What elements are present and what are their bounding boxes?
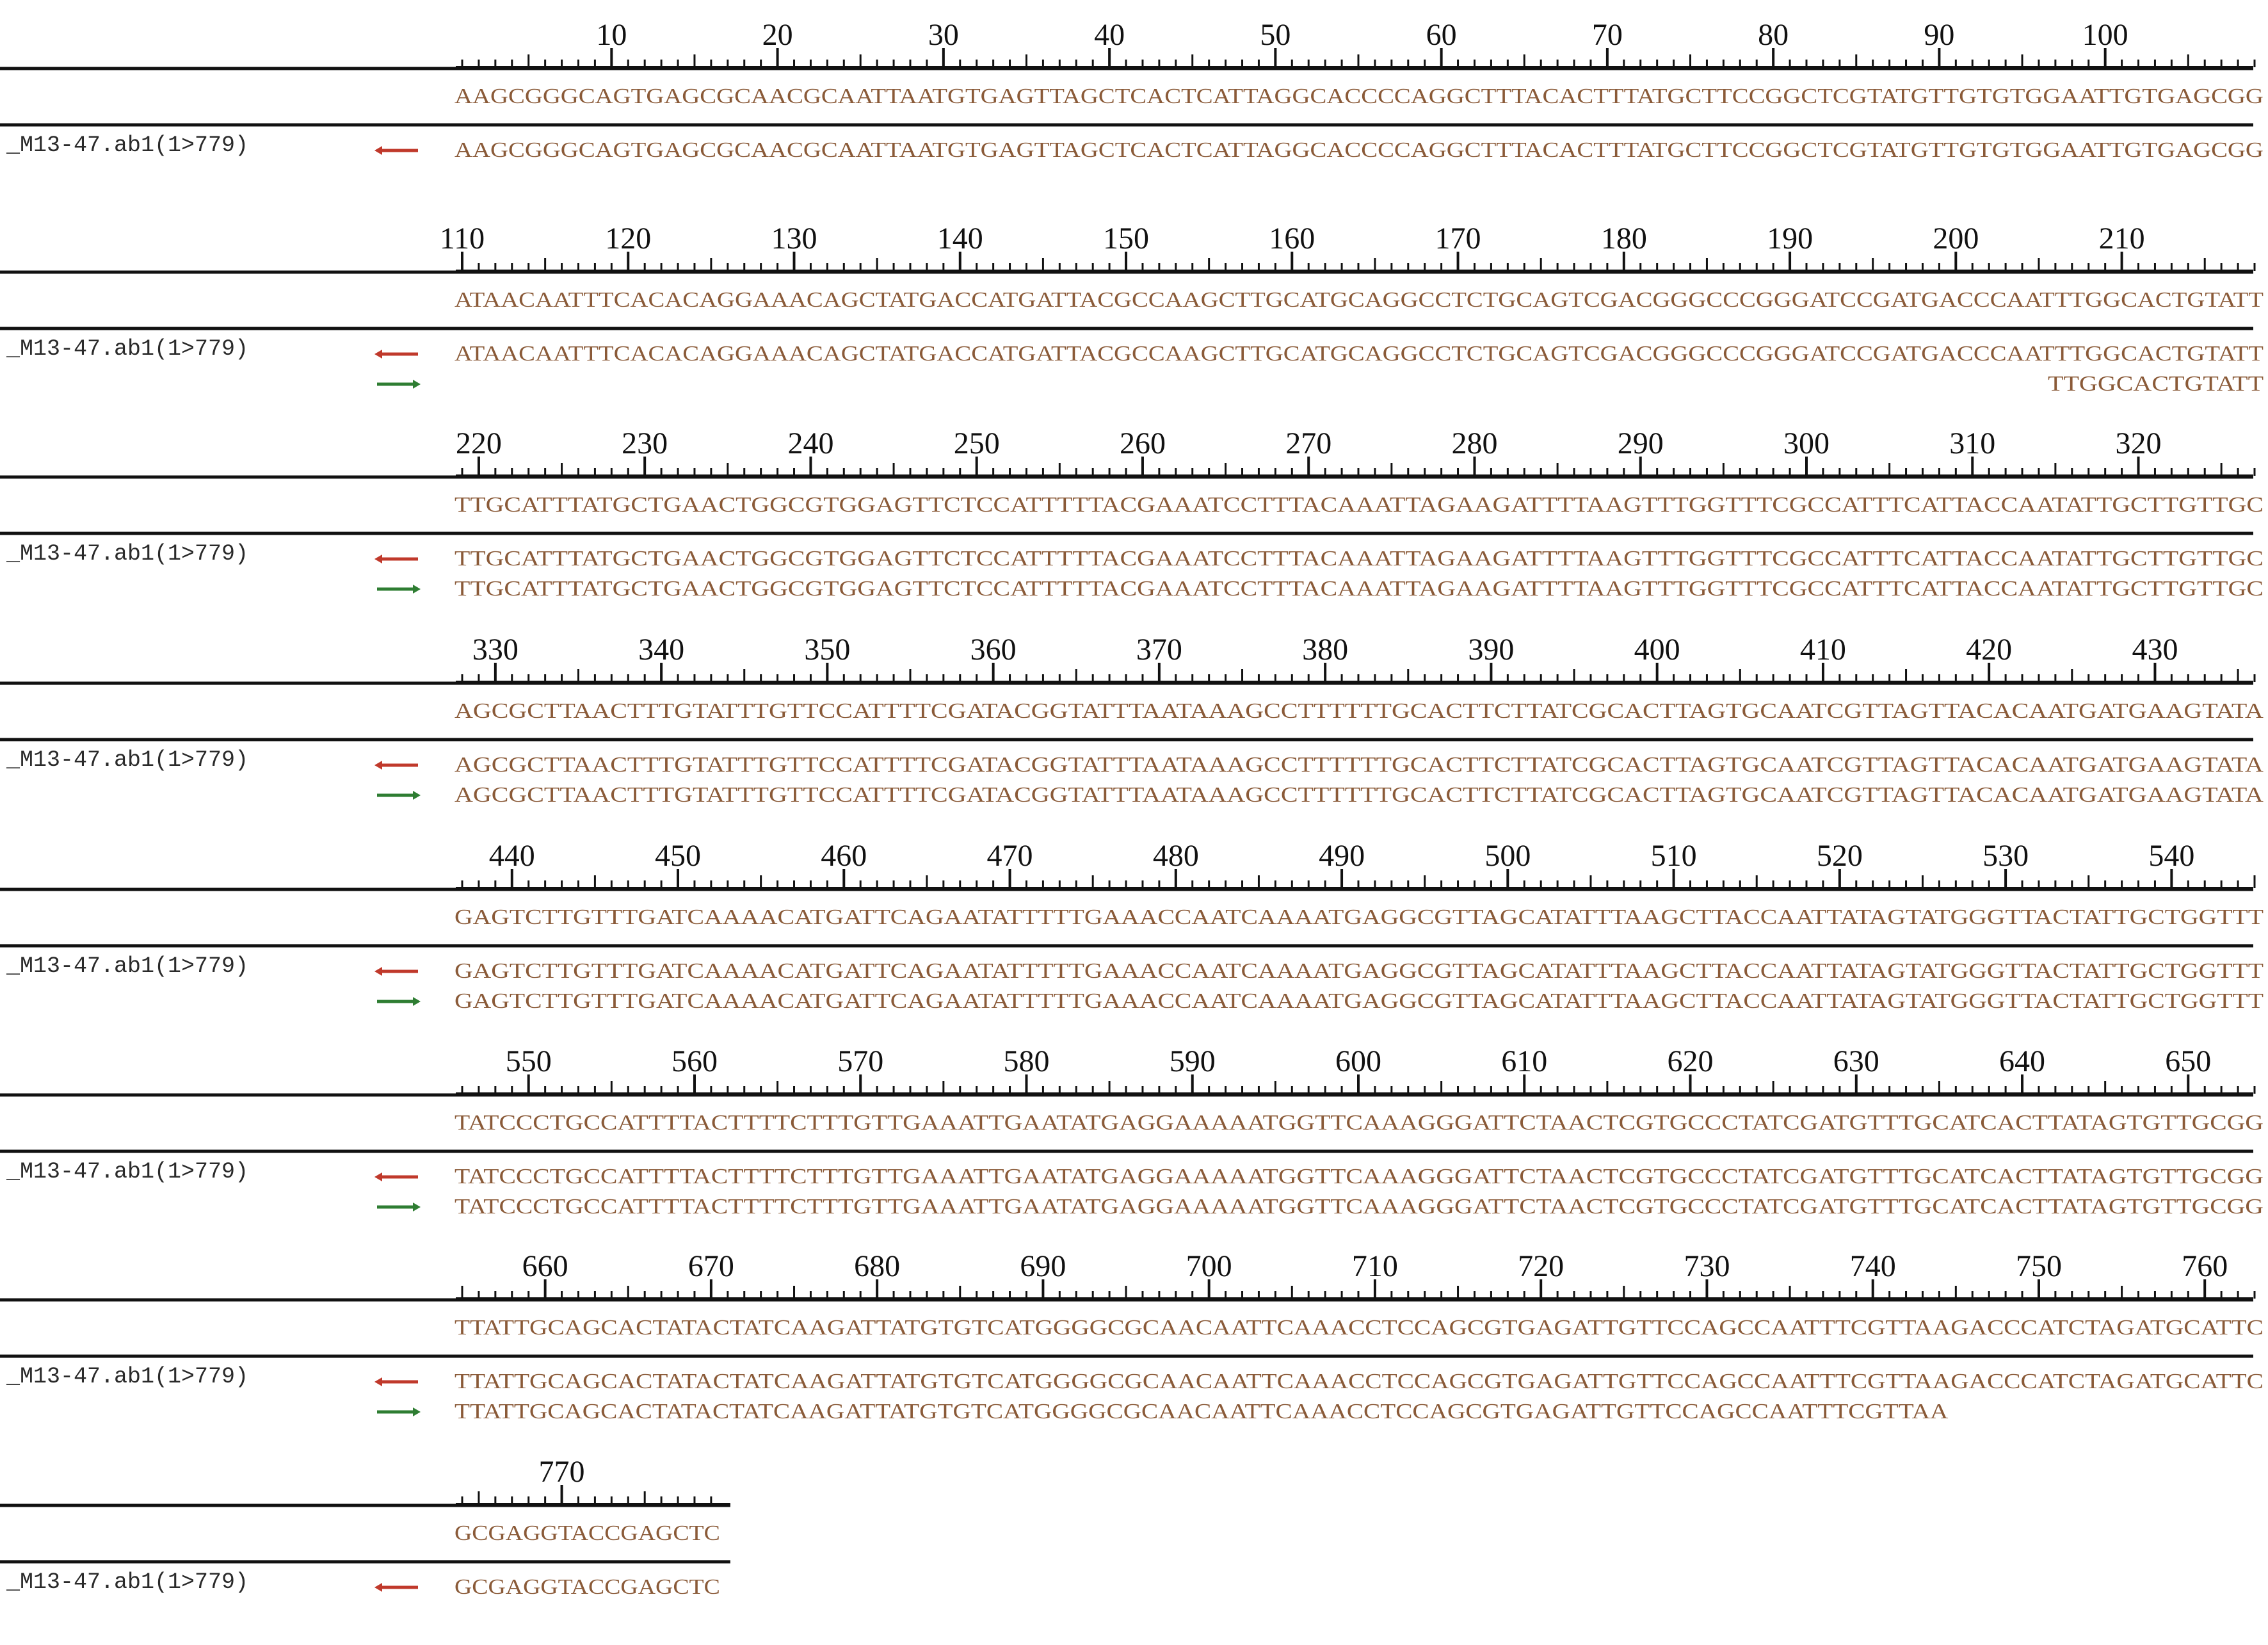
ruler-tick-label: 680	[854, 1249, 901, 1283]
ruler-tick-label: 190	[1767, 222, 1814, 255]
read-name-label[interactable]: _M13-47.ab1(1>779)	[6, 1569, 249, 1595]
ruler-tick-label: 580	[1003, 1044, 1050, 1078]
right-arrow-icon	[374, 995, 421, 1008]
ruler-tick-label: 10	[596, 18, 627, 52]
alignment-block	[0, 631, 2268, 823]
ruler-tick-label: 70	[1591, 18, 1623, 52]
reverse-read-sequence: TTATTGCAGCACTATACTATCAAGATTATGTGTCATGGGGCGCAACAATTCAAACCTCCAGCGTGAGATTGTTCCAGCCAATTTCGTTAAGACCCATCTAGATGCATTC	[454, 1370, 2264, 1393]
left-arrow-icon	[374, 348, 421, 361]
consensus-sequence: GAGTCTTGTTTGATCAAAACATGATTCAGAATATTTTTGAAACCAATCAAAATGAGGCGTTAGCATATTTAAGCTTACCAATTATAGTATGGGTTACTATTGCTGGTTT	[454, 905, 2264, 929]
ruler-tick-label: 470	[986, 839, 1033, 873]
ruler-tick-label: 710	[1351, 1249, 1398, 1283]
left-arrow-icon	[374, 553, 421, 565]
ruler-tick-label: 140	[937, 222, 983, 255]
position-ruler	[0, 631, 2268, 759]
ruler-tick-label: 430	[2132, 633, 2178, 667]
left-arrow-icon	[374, 1171, 421, 1183]
ruler-tick-label: 440	[488, 839, 535, 873]
ruler-tick-label: 230	[622, 426, 668, 460]
ruler-tick-label: 450	[655, 839, 702, 873]
left-arrow-icon	[374, 144, 421, 157]
ruler-tick-label: 30	[928, 18, 959, 52]
reverse-read-sequence: GCGAGGTACCGAGCTC	[454, 1575, 721, 1599]
ruler-tick-label: 640	[1999, 1044, 2046, 1078]
ruler-tick-label: 770	[538, 1455, 585, 1489]
forward-read-sequence: GAGTCTTGTTTGATCAAAACATGATTCAGAATATTTTTGAAACCAATCAAAATGAGGCGTTAGCATATTTAAGCTTACCAATTATAGTATGGGTTACTATTGCTGGTTT	[454, 989, 2264, 1013]
reverse-read-sequence: TATCCCTGCCATTTTACTTTTCTTTGTTGAAATTGAATATGAGGAAAAATGGTTCAAAGGGATTCTAACTCGTGCCCTATCGATGTTTGCATCACTTATAGTGTTGCGG	[454, 1165, 2264, 1188]
ruler-tick-label: 210	[2098, 222, 2145, 255]
ruler-tick-label: 700	[1186, 1249, 1232, 1283]
ruler-tick-label: 110	[439, 222, 485, 255]
read-name-label[interactable]: _M13-47.ab1(1>779)	[6, 1364, 249, 1390]
right-arrow-icon	[374, 1201, 421, 1213]
consensus-sequence: AAGCGGGCAGTGAGCGCAACGCAATTAATGTGAGTTAGCTCACTCATTAGGCACCCCAGGCTTTACACTTTATGCTTCCGGCTCGTATGTTGTGTGGAATTGTGAGCGG	[454, 85, 2264, 108]
forward-read-sequence: TTATTGCAGCACTATACTATCAAGATTATGTGTCATGGGGCGCAACAATTCAAACCTCCAGCGTGAGATTGTTCCAGCCAATTTCGTTAA	[454, 1400, 1949, 1423]
ruler-tick-label: 80	[1758, 18, 1789, 52]
ruler-tick-label: 690	[1020, 1249, 1066, 1283]
right-arrow-icon	[374, 583, 421, 596]
ruler-tick-label: 170	[1435, 222, 1481, 255]
alignment-block	[0, 16, 2268, 208]
ruler-tick-label: 670	[688, 1249, 734, 1283]
ruler-tick-label: 120	[605, 222, 652, 255]
ruler-tick-label: 270	[1285, 426, 1332, 460]
reverse-read-sequence: ATAACAATTTCACACAGGAAACAGCTATGACCATGATTACGCCAAGCTTGCATGCAGGCCTCTGCAGTCGACGGGCCCGGGATCCGATGACCCAATTTGGCACTGTATT	[454, 342, 2264, 366]
ruler-tick-label: 560	[671, 1044, 718, 1078]
ruler-tick-label: 570	[837, 1044, 884, 1078]
ruler-tick-label: 100	[2082, 18, 2128, 52]
forward-read-sequence: TTGCATTTATGCTGAACTGGCGTGGAGTTCTCCATTTTTACGAAATCCTTTACAAATTAGAAGATTTTAAGTTTGGTTTCGCCATTTCATTACCAATATTGCTTGTTGC	[454, 577, 2264, 601]
consensus-sequence: AGCGCTTAACTTTGTATTTGTTCCATTTTCGATACGGTATTTAATAAAGCCTTTTTTGCACTTCTTATCGCACTTAGTGCAATCGTTAGTTACACAATGATGAAGTATA	[454, 699, 2264, 723]
ruler-tick-label: 130	[771, 222, 817, 255]
ruler-tick-label: 520	[1816, 839, 1863, 873]
ruler-tick-label: 280	[1451, 426, 1498, 460]
ruler-tick-label: 90	[1924, 18, 1955, 52]
position-ruler	[0, 425, 2268, 553]
ruler-tick-label: 20	[762, 18, 793, 52]
consensus-sequence: TTGCATTTATGCTGAACTGGCGTGGAGTTCTCCATTTTTACGAAATCCTTTACAAATTAGAAGATTTTAAGTTTGGTTTCGCCATTTCATTACCAATATTGCTTGTTGC	[454, 493, 2264, 517]
reverse-read-sequence: AAGCGGGCAGTGAGCGCAACGCAATTAATGTGAGTTAGCTCACTCATTAGGCACCCCAGGCTTTACACTTTATGCTTCCGGCTCGTATGTTGTGTGGAATTGTGAGCGG	[454, 138, 2264, 162]
alignment-block	[0, 837, 2268, 1029]
ruler-tick-label: 390	[1468, 633, 1515, 667]
read-name-label[interactable]: _M13-47.ab1(1>779)	[6, 133, 249, 158]
ruler-tick-label: 650	[2165, 1044, 2212, 1078]
reverse-read-sequence: TTGCATTTATGCTGAACTGGCGTGGAGTTCTCCATTTTTACGAAATCCTTTACAAATTAGAAGATTTTAAGTTTGGTTTCGCCATTTCATTACCAATATTGCTTGTTGC	[454, 547, 2264, 571]
right-arrow-icon	[374, 378, 421, 391]
ruler-tick-label: 300	[1783, 426, 1830, 460]
ruler-tick-label: 50	[1260, 18, 1291, 52]
left-arrow-icon	[374, 965, 421, 978]
ruler-tick-label: 370	[1136, 633, 1182, 667]
ruler-tick-label: 730	[1684, 1249, 1730, 1283]
ruler-tick-label: 460	[821, 839, 867, 873]
consensus-sequence: TTATTGCAGCACTATACTATCAAGATTATGTGTCATGGGGCGCAACAATTCAAACCTCCAGCGTGAGATTGTTCCAGCCAATTTCGTTAAGACCCATCTAGATGCATTC	[454, 1316, 2264, 1340]
ruler-tick-label: 740	[1849, 1249, 1896, 1283]
alignment-block	[0, 425, 2268, 617]
reverse-read-sequence: GAGTCTTGTTTGATCAAAACATGATTCAGAATATTTTTGAAACCAATCAAAATGAGGCGTTAGCATATTTAAGCTTACCAATTATAGTATGGGTTACTATTGCTGGTTT	[454, 959, 2264, 983]
ruler-tick-label: 760	[2182, 1249, 2228, 1283]
ruler-tick-label: 200	[1933, 222, 1979, 255]
read-name-label[interactable]: _M13-47.ab1(1>779)	[6, 1159, 249, 1185]
ruler-tick-label: 720	[1518, 1249, 1564, 1283]
ruler-tick-label: 510	[1650, 839, 1697, 873]
position-ruler	[0, 220, 2268, 348]
ruler-tick-label: 330	[472, 633, 519, 667]
ruler-tick-label: 340	[638, 633, 685, 667]
ruler-tick-label: 60	[1426, 18, 1457, 52]
ruler-tick-label: 630	[1833, 1044, 1879, 1078]
ruler-tick-label: 480	[1152, 839, 1199, 873]
alignment-block	[0, 1042, 2268, 1235]
left-arrow-icon	[374, 1375, 421, 1388]
ruler-tick-label: 410	[1799, 633, 1846, 667]
ruler-tick-label: 320	[2115, 426, 2162, 460]
forward-read-sequence: TTGGCACTGTATT	[2048, 372, 2264, 396]
ruler-tick-label: 350	[804, 633, 851, 667]
ruler-tick-label: 550	[505, 1044, 552, 1078]
position-ruler	[0, 1247, 2268, 1375]
right-arrow-icon	[374, 1406, 421, 1418]
ruler-tick-label: 220	[455, 426, 502, 460]
ruler-tick-label: 620	[1667, 1044, 1714, 1078]
position-ruler	[0, 1042, 2268, 1171]
ruler-tick-label: 380	[1302, 633, 1349, 667]
ruler-tick-label: 290	[1617, 426, 1664, 460]
ruler-tick-label: 490	[1319, 839, 1365, 873]
ruler-tick-label: 40	[1094, 18, 1125, 52]
forward-read-sequence: AGCGCTTAACTTTGTATTTGTTCCATTTTCGATACGGTATTTAATAAAGCCTTTTTTGCACTTCTTATCGCACTTAGTGCAATCGTTAGTTACACAATGATGAAGTATA	[454, 783, 2264, 807]
ruler-tick-label: 160	[1269, 222, 1315, 255]
ruler-tick-label: 400	[1634, 633, 1680, 667]
ruler-tick-label: 590	[1169, 1044, 1216, 1078]
left-arrow-icon	[374, 759, 421, 772]
alignment-block	[0, 1247, 2268, 1439]
left-arrow-icon	[374, 1581, 421, 1594]
consensus-sequence: ATAACAATTTCACACAGGAAACAGCTATGACCATGATTACGCCAAGCTTGCATGCAGGCCTCTGCAGTCGACGGGCCCGGGATCCGATGACCCAATTTGGCACTGTATT	[454, 288, 2264, 312]
ruler-tick-label: 600	[1335, 1044, 1381, 1078]
read-name-label[interactable]: _M13-47.ab1(1>779)	[6, 336, 249, 362]
ruler-tick-label: 310	[1949, 426, 1996, 460]
consensus-sequence: GCGAGGTACCGAGCTC	[454, 1521, 721, 1545]
read-name-label[interactable]: _M13-47.ab1(1>779)	[6, 953, 249, 979]
ruler-tick-label: 250	[953, 426, 1000, 460]
right-arrow-icon	[374, 789, 421, 802]
position-ruler	[0, 837, 2268, 965]
position-ruler	[0, 1453, 2268, 1581]
ruler-tick-label: 420	[1966, 633, 2013, 667]
reverse-read-sequence: AGCGCTTAACTTTGTATTTGTTCCATTTTCGATACGGTATTTAATAAAGCCTTTTTTGCACTTCTTATCGCACTTAGTGCAATCGTTAGTTACACAATGATGAAGTATA	[454, 753, 2264, 777]
ruler-tick-label: 660	[522, 1249, 568, 1283]
alignment-block	[0, 1453, 2268, 1645]
ruler-tick-label: 750	[2015, 1249, 2062, 1283]
read-name-label[interactable]: _M13-47.ab1(1>779)	[6, 747, 249, 773]
ruler-tick-label: 150	[1103, 222, 1150, 255]
ruler-tick-label: 500	[1484, 839, 1531, 873]
ruler-tick-label: 530	[1982, 839, 2029, 873]
alignment-block	[0, 220, 2268, 412]
ruler-tick-label: 260	[1119, 426, 1166, 460]
read-name-label[interactable]: _M13-47.ab1(1>779)	[6, 541, 249, 567]
ruler-tick-label: 240	[787, 426, 834, 460]
ruler-tick-label: 180	[1600, 222, 1647, 255]
forward-read-sequence: TATCCCTGCCATTTTACTTTTCTTTGTTGAAATTGAATATGAGGAAAAATGGTTCAAAGGGATTCTAACTCGTGCCCTATCGATGTTTGCATCACTTATAGTGTTGCGG	[454, 1195, 2264, 1219]
position-ruler	[0, 16, 2268, 144]
ruler-tick-label: 360	[970, 633, 1017, 667]
ruler-tick-label: 610	[1501, 1044, 1548, 1078]
ruler-tick-label: 540	[2148, 839, 2195, 873]
consensus-sequence: TATCCCTGCCATTTTACTTTTCTTTGTTGAAATTGAATATGAGGAAAAATGGTTCAAAGGGATTCTAACTCGTGCCCTATCGATGTTTGCATCACTTATAGTGTTGCGG	[454, 1111, 2264, 1135]
